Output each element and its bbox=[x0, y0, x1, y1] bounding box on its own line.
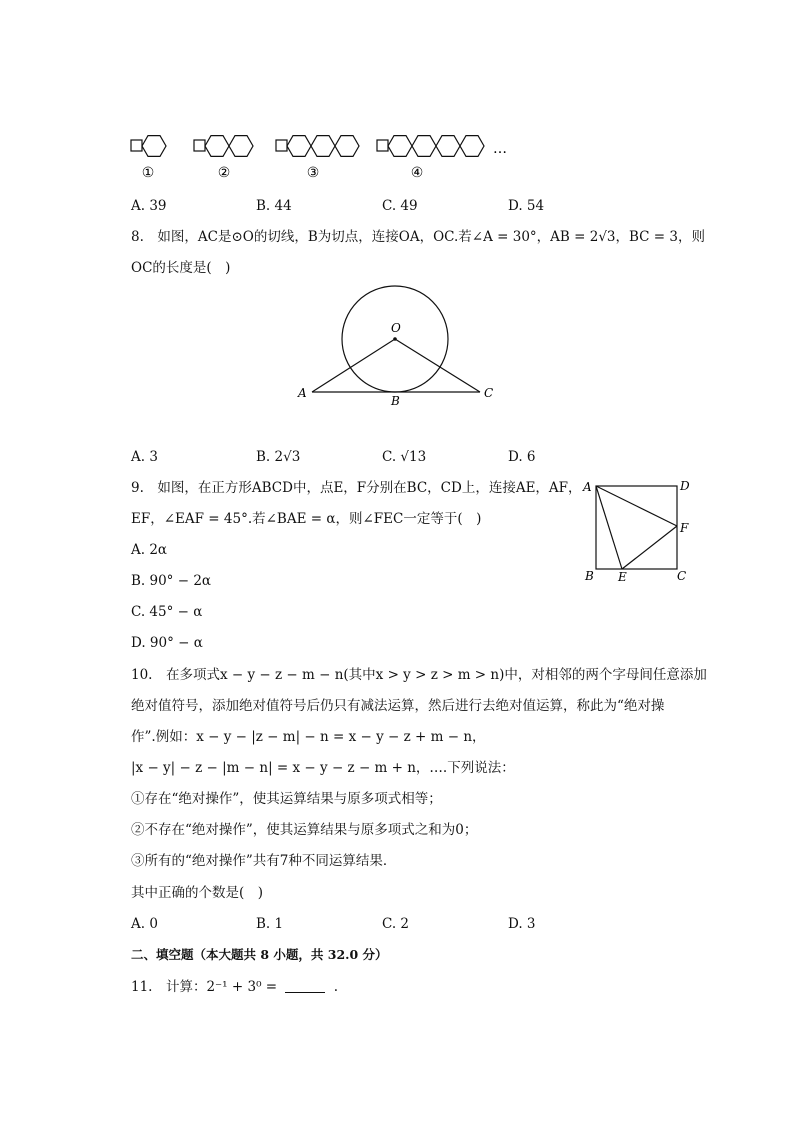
q8-stem-line1: 8. 如图，AC是⊙O的切线，B为切点，连接OA，OC.若∠A = 30°，AB = 2√3，BC = 3，则 bbox=[131, 229, 705, 245]
q7-fig3-square bbox=[276, 140, 287, 151]
q7-fig1-label: ① bbox=[141, 165, 155, 181]
q11-prefix: 11. 计算：2⁻¹ + 3⁰ = bbox=[131, 979, 278, 995]
q11-answer-blank[interactable] bbox=[285, 978, 325, 993]
q10-statement-2: ②不存在“绝对操作”，使其运算结果与原多项式之和为0； bbox=[131, 822, 478, 838]
q7-figure bbox=[120, 128, 540, 188]
q9-line-af bbox=[596, 486, 677, 526]
q9-label-b: B bbox=[585, 569, 594, 583]
q8-line-oc bbox=[395, 339, 480, 392]
q9-option-c: C. 45° − α bbox=[131, 604, 203, 620]
q7-option-c: C. 49 bbox=[382, 198, 418, 214]
q8-label-c: C bbox=[484, 386, 494, 400]
q8-stem-line2: OC的长度是( ) bbox=[131, 260, 231, 276]
q11-line bbox=[131, 977, 338, 997]
q8-option-c: C. √13 bbox=[382, 449, 427, 465]
q10-ask: 其中正确的个数是( ) bbox=[131, 885, 264, 901]
q10-stem-line2: 绝对值符号，添加绝对值符号后仍只有减法运算，然后进行去绝对值运算，称此为“绝对操 bbox=[131, 698, 665, 714]
q9-stem-line1: 9. 如图，在正方形ABCD中，点E，F分别在BC，CD上，连接AE，AF， bbox=[131, 480, 582, 496]
q10-option-c: C. 2 bbox=[382, 916, 410, 932]
q7-option-b: B. 44 bbox=[256, 198, 292, 214]
q7-fig1-square bbox=[131, 140, 142, 151]
q8-label-b: B bbox=[391, 394, 400, 408]
q7-fig3-label: ③ bbox=[306, 165, 320, 181]
q10-statement-1: ①存在“绝对操作”，使其运算结果与原多项式相等； bbox=[131, 791, 442, 807]
q8-label-a: A bbox=[298, 386, 307, 400]
q10-option-b: B. 1 bbox=[256, 916, 284, 932]
q8-label-o: O bbox=[391, 321, 401, 335]
q9-option-a: A. 2α bbox=[131, 542, 168, 558]
q7-fig4-square bbox=[377, 140, 388, 151]
q8-figure bbox=[292, 280, 512, 410]
q9-option-d: D. 90° − α bbox=[131, 635, 203, 651]
q8-option-a: A. 3 bbox=[131, 449, 158, 465]
q9-label-e: E bbox=[618, 570, 627, 584]
q10-stem-line3: 作”.例如：x − y − |z − m| − n = x − y − z + m − n， bbox=[131, 729, 486, 745]
q10-option-a: A. 0 bbox=[131, 916, 158, 932]
q9-label-d: D bbox=[680, 479, 690, 493]
q9-figure bbox=[580, 476, 695, 586]
q7-fig2-label: ② bbox=[217, 165, 231, 181]
q9-line-ef bbox=[622, 526, 677, 569]
q9-option-b: B. 90° − 2α bbox=[131, 573, 212, 589]
q9-label-c: C bbox=[677, 569, 687, 583]
q10-statement-3: ③所有的“绝对操作”共有7种不同运算结果． bbox=[131, 853, 397, 869]
q8-option-d: D. 6 bbox=[508, 449, 536, 465]
q7-option-d: D. 54 bbox=[508, 198, 545, 214]
q7-ellipsis: … bbox=[493, 141, 507, 157]
q10-stem-line1: 10. 在多项式x − y − z − m − n(其中x > y > z > m > n)中，对相邻的两个字母间任意添加 bbox=[131, 667, 707, 683]
q8-center-dot bbox=[393, 337, 397, 341]
q7-fig2-square bbox=[194, 140, 205, 151]
section-2-heading: 二、填空题（本大题共 8 小题，共 32.0 分） bbox=[131, 947, 388, 962]
q7-fig1-hex bbox=[142, 136, 166, 157]
q11-suffix: . bbox=[333, 979, 338, 995]
q10-option-d: D. 3 bbox=[508, 916, 536, 932]
q9-stem-line2: EF，∠EAF = 45°.若∠BAE = α，则∠FEC一定等于( ) bbox=[131, 511, 482, 527]
q9-line-ae bbox=[596, 486, 622, 569]
q9-square bbox=[596, 486, 677, 569]
q10-stem-line4: |x − y| − z − |m − n| = x − y − z − m + n，….下列说法： bbox=[131, 760, 515, 776]
q8-option-b: B. 2√3 bbox=[256, 449, 301, 465]
q9-label-a: A bbox=[583, 480, 592, 494]
q7-fig4-label: ④ bbox=[410, 165, 424, 181]
q9-label-f: F bbox=[680, 521, 689, 535]
q7-option-a: A. 39 bbox=[131, 198, 167, 214]
q8-line-oa bbox=[312, 339, 395, 392]
